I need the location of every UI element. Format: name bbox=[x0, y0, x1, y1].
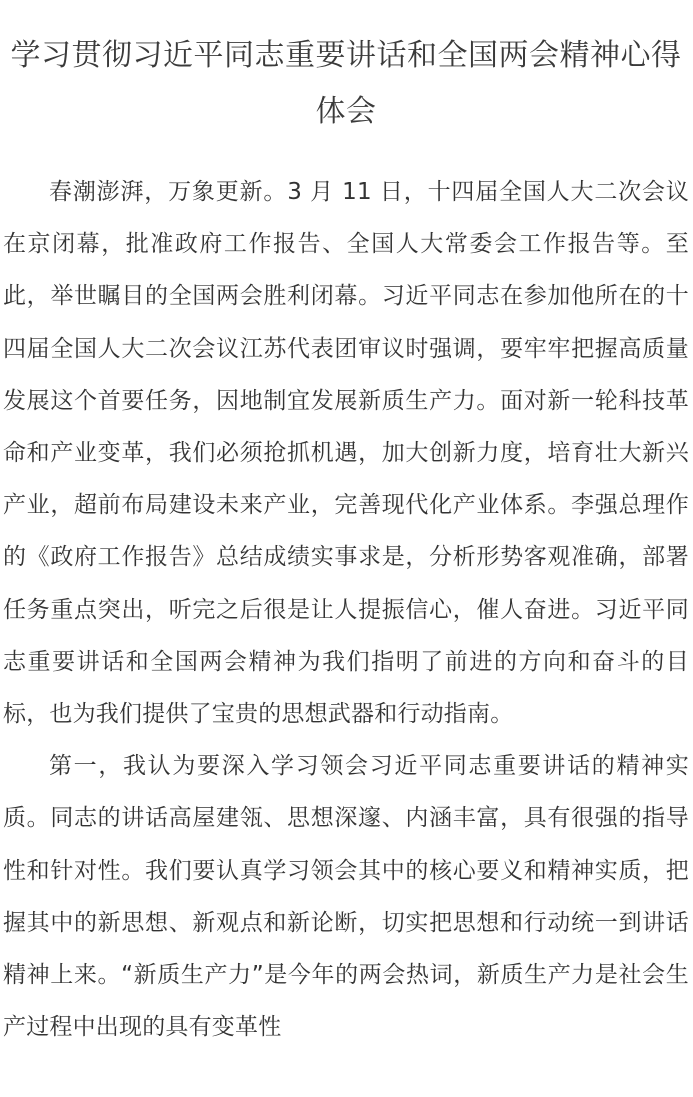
paragraph-intro: 春潮澎湃，万象更新。3 月 11 日，十四届全国人大二次会议在京闭幕，批准政府工作报告、全国人大常委会工作报告等。至此，举世瞩目的全国两会胜利闭幕。习近平同志在参加他所在的十四届全国人大二次会议江苏代表团审议时强调，要牢牢把握高质量发展这个首要任务，因地制宜发展新质生产力。面对新一轮科技革命和产业变革，我们必须抢抓机遇，加大创新力度，培育壮大新兴产业，超前布局建设未来产业，完善现代化产业体系。李强总理作的《政府工作报告》总结成绩实事求是，分析形势客观准确，部署任务重点突出，听完之后很是让人提振信心，催人奋进。习近平同志重要讲话和全国两会精神为我们指明了前进的方向和奋斗的目标，也为我们提供了宝贵的思想武器和行动指南。 bbox=[3, 179, 689, 728]
paragraph-first-point: 第一，我认为要深入学习领会习近平同志重要讲话的精神实质。同志的讲话高屋建瓴、思想深邃、内涵丰富，具有很强的指导性和针对性。我们要认真学习领会其中的核心要义和精神实质，把握其中的新思想、新观点和新论断，切实把思想和行动统一到讲话精神上来。“新质生产力”是今年的两会热词，新质生产力是社会生产过程中出现的具有变革性 bbox=[3, 753, 689, 1041]
document-body bbox=[3, 166, 689, 1053]
document-title: 学习贯彻习近平同志重要讲话和全国两会精神心得体会 bbox=[10, 38, 682, 129]
